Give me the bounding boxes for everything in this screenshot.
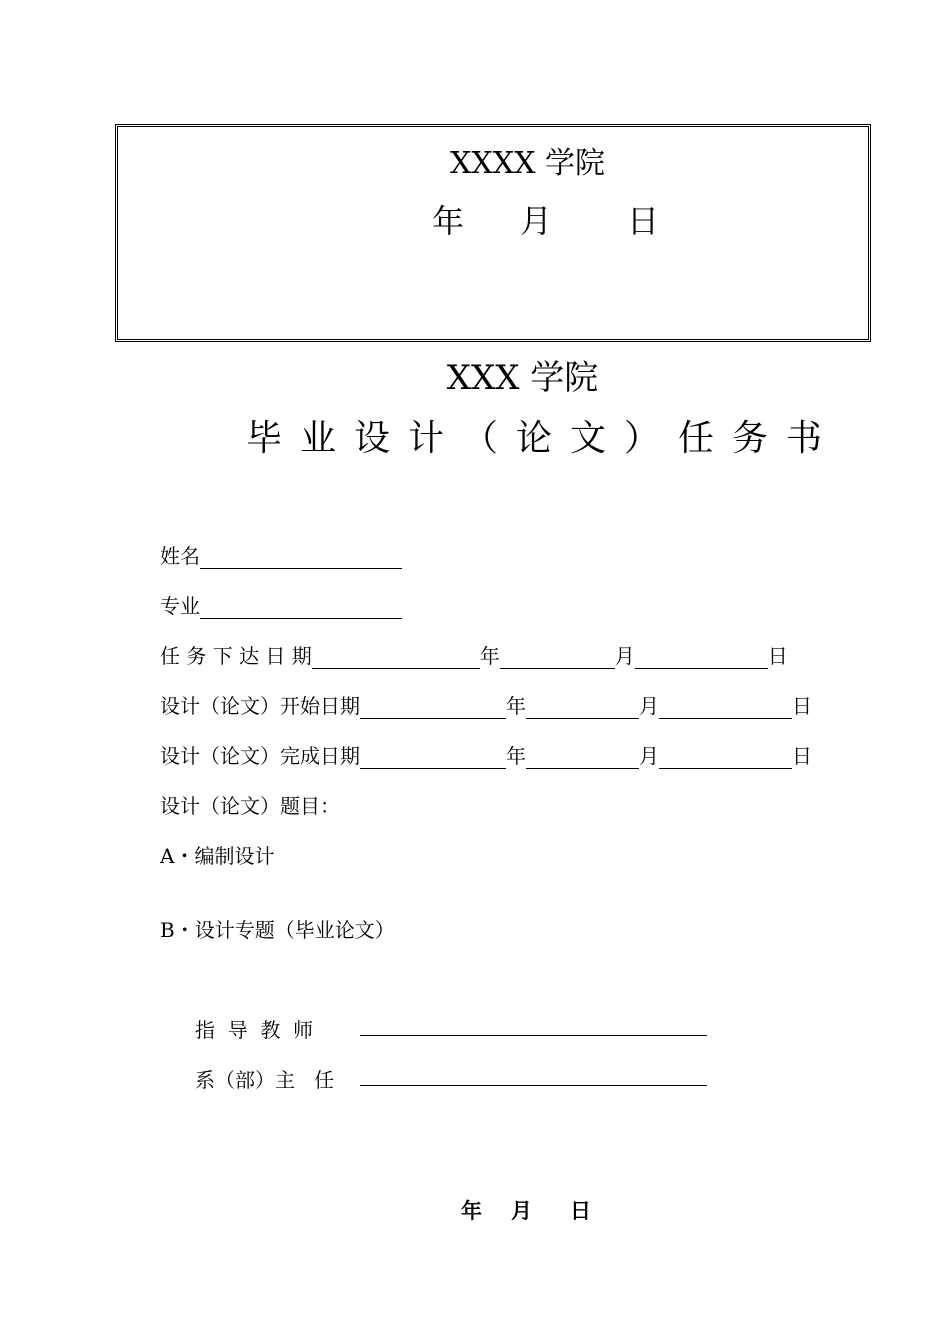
- cover-date-year: 年: [432, 202, 465, 240]
- advisor-signature-line[interactable]: [360, 1035, 707, 1036]
- start-date-row: [160, 690, 812, 719]
- start-date-day-field[interactable]: [659, 696, 792, 719]
- name-field[interactable]: [200, 546, 402, 569]
- name-label: 姓名: [160, 544, 200, 568]
- finish-date-year-label: 年: [506, 744, 526, 768]
- issue-date-month-label: 月: [614, 644, 635, 668]
- start-date-month-label: 月: [639, 694, 659, 718]
- start-date-label: 设计（论文）开始日期: [160, 694, 360, 718]
- institution-title: XXX 学院: [446, 358, 599, 398]
- issue-date-day-label: 日: [767, 644, 788, 668]
- item-a: A・编制设计: [160, 844, 275, 868]
- major-field[interactable]: [200, 596, 402, 619]
- item-b: B・设计专题（毕业论文）: [160, 918, 395, 942]
- finish-date-year-field[interactable]: [360, 746, 506, 769]
- topic-label: 设计（论文）题目：: [160, 794, 340, 818]
- finish-date-label: 设计（论文）完成日期: [160, 744, 360, 768]
- start-date-day-label: 日: [792, 694, 812, 718]
- dept-head-label: 系（部）主 任: [195, 1068, 335, 1092]
- finish-date-month-label: 月: [639, 744, 659, 768]
- issue-date-year-label: 年: [479, 644, 500, 668]
- issue-date-year-field[interactable]: [312, 646, 480, 669]
- cover-institution: XXXX 学院: [450, 146, 605, 181]
- cover-date-month: 月: [520, 202, 553, 240]
- major-row: [160, 590, 402, 619]
- name-row: [160, 540, 402, 569]
- document-title: 毕业设计（论文）任务书: [246, 418, 841, 459]
- start-date-year-field[interactable]: [360, 696, 506, 719]
- footer-date-day: 日: [570, 1198, 591, 1223]
- dept-head-signature-line[interactable]: [360, 1085, 707, 1086]
- issue-date-label: 任 务 下 达 日 期: [160, 644, 312, 668]
- footer-date-year: 年: [461, 1198, 482, 1223]
- finish-date-day-field[interactable]: [659, 746, 792, 769]
- start-date-year-label: 年: [506, 694, 526, 718]
- finish-date-day-label: 日: [792, 744, 812, 768]
- finish-date-row: [160, 740, 812, 769]
- finish-date-month-field[interactable]: [526, 746, 639, 769]
- footer-date-month: 月: [511, 1198, 532, 1223]
- start-date-month-field[interactable]: [526, 696, 639, 719]
- issue-date-day-field[interactable]: [635, 646, 768, 669]
- cover-date-day: 日: [627, 202, 660, 240]
- advisor-label: 指 导 教 师: [195, 1018, 314, 1042]
- major-label: 专业: [160, 594, 200, 618]
- issue-date-month-field[interactable]: [500, 646, 615, 669]
- issue-date-row: [160, 640, 788, 669]
